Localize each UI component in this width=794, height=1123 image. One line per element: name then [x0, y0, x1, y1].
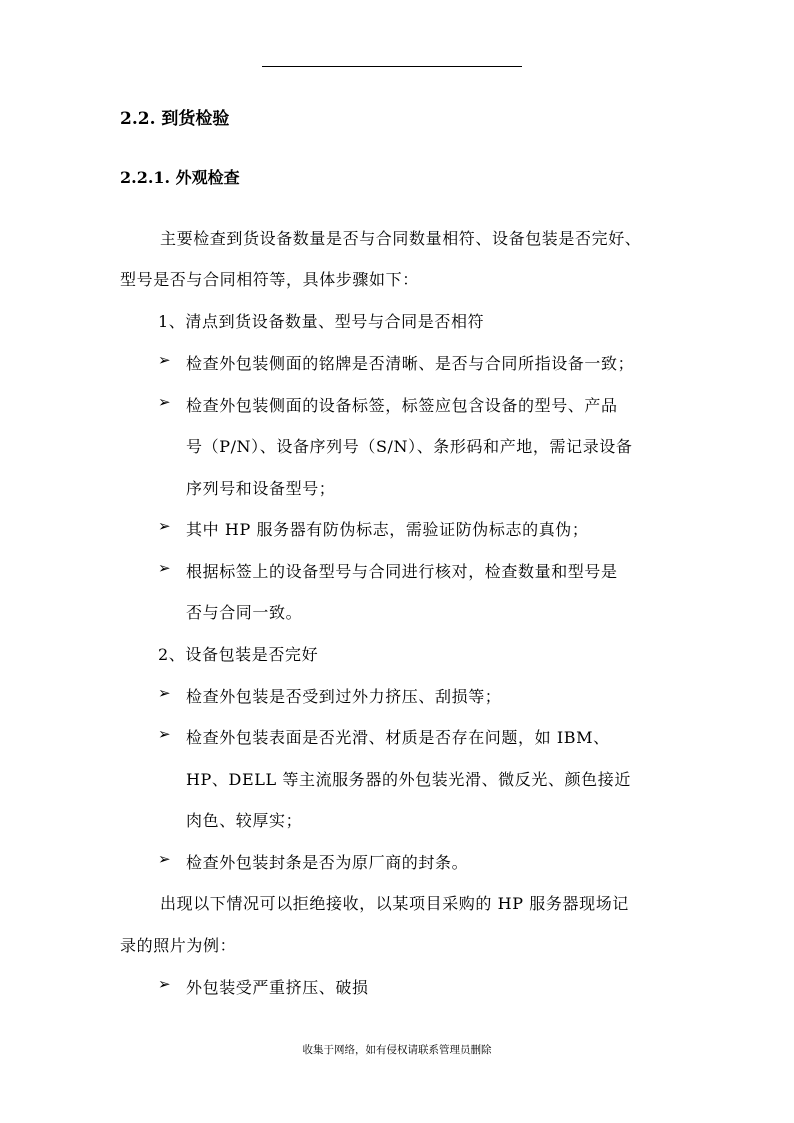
- bullet-arrow-icon: ➢: [158, 725, 171, 743]
- bullet-arrow-icon: ➢: [158, 684, 171, 702]
- reject-line-1: 出现以下情况可以拒绝接收，以某项目采购的 HP 服务器现场记: [160, 894, 629, 913]
- step-2-bullet-3: 检查外包装封条是否为原厂商的封条。: [186, 853, 469, 872]
- step-1-bullet-2-line-3: 序列号和设备型号；: [186, 479, 336, 498]
- section-heading: 2.2. 到货检验: [120, 109, 230, 129]
- bullet-arrow-icon: ➢: [158, 850, 171, 868]
- footer-note: 收集于网络，如有侵权请联系管理员删除: [302, 1044, 492, 1056]
- reject-bullet-1: 外包装受严重挤压、破损: [186, 978, 369, 997]
- header-rule: [262, 66, 522, 67]
- step-1-bullet-2-line-1: 检查外包装侧面的设备标签，标签应包含设备的型号、产品: [186, 396, 618, 415]
- step-2-bullet-2-line-3: 肉色、较厚实；: [186, 811, 303, 830]
- reject-line-2: 录的照片为例：: [120, 936, 237, 955]
- step-2-bullet-2-line-2: HP、DELL 等主流服务器的外包装光滑、微反光、颜色接近: [186, 770, 631, 789]
- step-1-bullet-2-line-2: 号（P/N）、设备序列号（S/N）、条形码和产地，需记录设备: [186, 437, 633, 456]
- intro-line-1: 主要检查到货设备数量是否与合同数量相符、设备包装是否完好、: [160, 229, 642, 248]
- bullet-arrow-icon: ➢: [158, 975, 171, 993]
- step-1-bullet-4-line-2: 否与合同一致。: [186, 603, 303, 622]
- bullet-arrow-icon: ➢: [158, 559, 171, 577]
- step-1-bullet-1: 检查外包装侧面的铭牌是否清晰、是否与合同所指设备一致；: [186, 354, 635, 373]
- intro-line-2: 型号是否与合同相符等，具体步骤如下：: [120, 270, 419, 289]
- step-2-bullet-2-line-1: 检查外包装表面是否光滑、材质是否存在问题，如 IBM、: [186, 728, 610, 747]
- bullet-arrow-icon: ➢: [158, 517, 171, 535]
- step-2-heading: 2、设备包装是否完好: [158, 645, 319, 664]
- bullet-arrow-icon: ➢: [158, 393, 171, 411]
- step-2-bullet-1: 检查外包装是否受到过外力挤压、刮损等；: [186, 687, 502, 706]
- step-1-bullet-4-line-1: 根据标签上的设备型号与合同进行核对，检查数量和型号是: [186, 562, 618, 581]
- subsection-heading: 2.2.1. 外观检查: [120, 168, 240, 187]
- step-1-heading: 1、清点到货设备数量、型号与合同是否相符: [158, 312, 485, 331]
- bullet-arrow-icon: ➢: [158, 351, 171, 369]
- step-1-bullet-3: 其中 HP 服务器有防伪标志，需验证防伪标志的真伪；: [186, 520, 589, 539]
